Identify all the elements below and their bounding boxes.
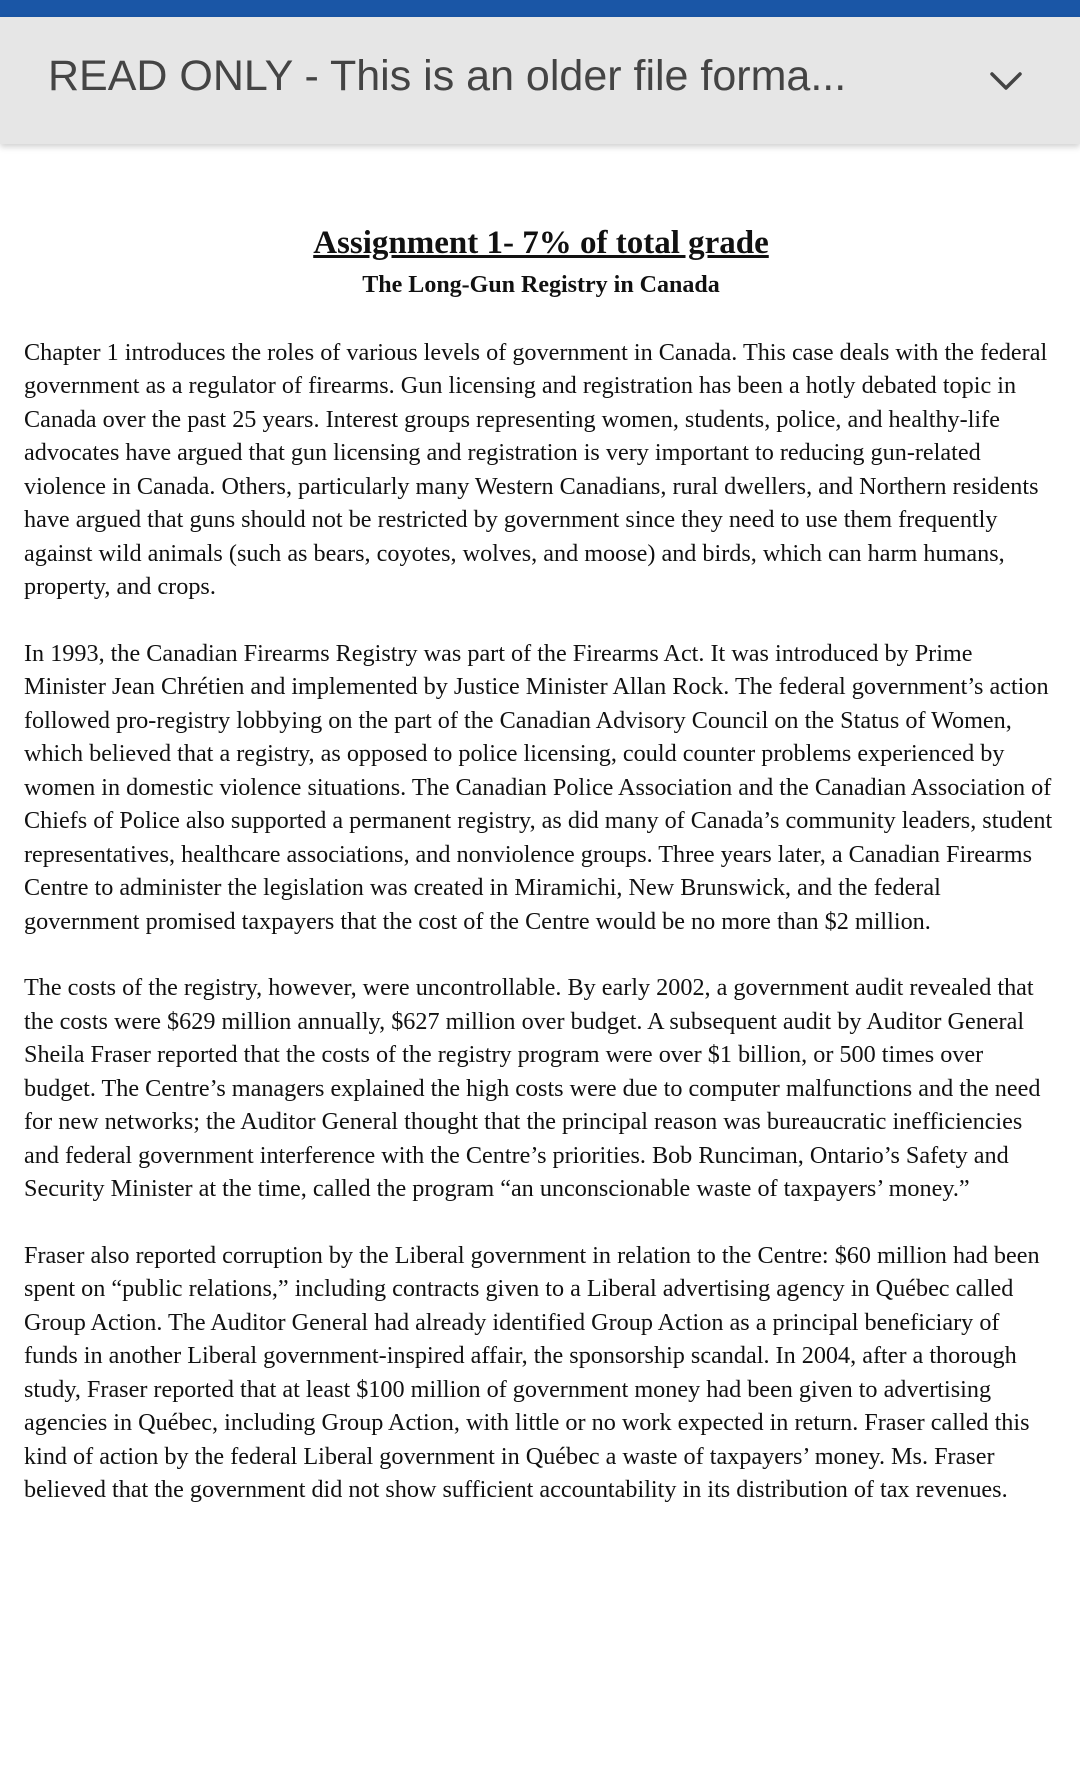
paragraph-2: In 1993, the Canadian Firearms Registry was part of the Firearms Act. It was introduced by Prime Minister Jean Chrétien and implemented by Justice Minister Allan Rock. The federal government’s action followed pro-registry lobbying on the part of the Canadian Advisory Council on the Status of Women, which believed that a registry, as opposed to police licensing, could counter problems experienced by women in domestic violence situations. The Canadian Police Association and the Canadian Association of Chiefs of Police also supported a permanent registry, as did many of Canada’s community leaders, student representatives, healthcare associations, and nonviolence groups. Three years later, a Canadian Firearms Centre to administer the legislation was created in Miramichi, New Brunswick, and the federal government promised taxpayers that the cost of the Centre would be no more than $2 million. xyxy=(24,639,1053,935)
paragraph-1: Chapter 1 introduces the roles of various levels of government in Canada. This case deals with the federal government as a regulator of firearms. Gun licensing and registration has been a hotly debated topic in Canada over the past 25 years. Interest groups representing women, students, police, and healthy-life advocates have argued that gun licensing and registration is very important to reducing gun-related violence in Canada. Others, particularly many Western Canadians, rural dwellers, and Northern residents have argued that guns should not be restricted by government since they need to use them frequently against wild animals (such as bears, coyotes, wolves, and moose) and birds, which can harm humans, property, and crops. xyxy=(24,338,1048,601)
document-title: Assignment 1- 7% of total grade xyxy=(313,225,769,261)
document-body xyxy=(24,224,1058,1507)
read-only-banner-text: READ ONLY - This is an older file forma... xyxy=(48,52,847,100)
paragraph-4: Fraser also reported corruption by the Liberal government in relation to the Centre: $60 million had been spent on “public relations,” including contracts given to a Liberal advertising agency in Québec called Group Action. The Auditor General had already identified Group Action as a principal beneficiary of funds in another Liberal government-inspired affair, the sponsorship scandal. In 2004, after a thorough study, Fraser reported that at least $100 million of government money had been given to advertising agencies in Québec, including Group Action, with little or no work expected in return. Fraser called this kind of action by the federal Liberal government in Québec a waste of taxpayers’ money. Ms. Fraser believed that the government did not show sufficient accountability in its distribution of tax revenues. xyxy=(24,1241,1040,1504)
top-accent-bar xyxy=(0,0,1080,17)
document-subtitle: The Long-Gun Registry in Canada xyxy=(362,271,720,298)
paragraph-3: The costs of the registry, however, were uncontrollable. By early 2002, a government audit revealed that the costs were $629 million annually, $627 million over budget. A subsequent audit by Auditor General Sheila Fraser reported that the costs of the registry program were over $1 billion, or 500 times over budget. The Centre’s managers explained the high costs were due to computer malfunctions and the need for new networks; the Auditor General thought that the principal reason was bureaucratic inefficiencies and federal government interference with the Centre’s priorities. Bob Runciman, Ontario’s Safety and Security Minister at the time, called the program “an unconscionable waste of taxpayers’ money.” xyxy=(24,974,1041,1203)
read-only-banner[interactable] xyxy=(0,17,1080,144)
chevron-down-icon[interactable] xyxy=(982,57,1030,105)
